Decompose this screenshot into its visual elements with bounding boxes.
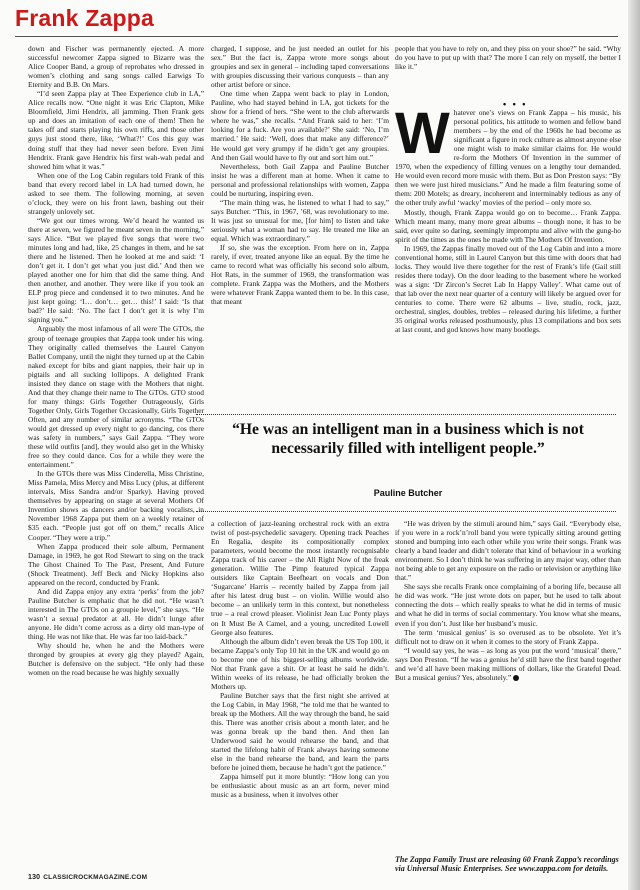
pull-quote-rule-top (196, 414, 616, 415)
drop-cap: W (395, 101, 450, 166)
paragraph: “I’d seen Zappa play at Thee Experience club in LA,” Alice recalls now. “One night it was Eric Clapton, Mike Bloomfield, Jimi Hendrix, all jamming. Then Frank gets up and does an imitation of each one of them! Then he takes off and starts playing his own riffs, and those other guys just stood there, like, ‘What?!’ Cos this guy was doing stuff that they had never seen before. Even Jimi Hendrix. Frank gave Hendrix his first wah-wah pedal and showed him what it was.” (28, 89, 204, 171)
paragraph: In the GTOs there was Miss Cinderella, Miss Christine, Miss Pamela, Miss Mercy and Miss Lucy (plus, at different intervals, Miss Sandra and/or Sparky). Having proved themselves by appearing on stage at several Mothers Of Invention shows as dancers and/or backing vocalists, in November 1968 Zappa put them on a weekly retainer of $35 each. “People just got off on them,” recalls Alice Cooper. “They were a trip.” (28, 469, 204, 542)
page-footer (28, 874, 147, 881)
column-3-bottom (395, 519, 621, 682)
section-break-dots: • • • (503, 99, 528, 109)
paragraph: When Zappa produced their sole album, Permanent Damage, in 1969, he got Rod Stewart to sing on the track The Ghost Chained To The Past, Present, And Future (Shock Treatment). Jeff Beck and Nicky Hopkins also appeared on the record, conducted by Frank. (28, 541, 204, 587)
footer-site: CLASSICROCKMAGAZINE.COM (43, 874, 148, 881)
paragraph: She says she recalls Frank once complaining of a boring life, because all he did was work. “He just wrote dots on paper, but he used to talk about connecting the dots – which really speaks to what he did in terms of music and what he did in terms of social commentary. You know what she means, even if you don’t. Just like her husband’s music. (395, 582, 621, 628)
title-divider (15, 36, 618, 37)
paragraph: “He was driven by the stimuli around him,” says Gail. “Everybody else, if you were in a rock’n’roll band you were typically sitting around getting stoned and bumping into each other while you write their songs. Frank was clearly a band leader and didn’t tolerate that kind of behaviour in a working environment. So I don’t think he was suffering in any major way, other than not being able to get any exposure on the radio or television or anything like that.” (395, 519, 621, 583)
column-2-top (211, 44, 389, 306)
footnote: The Zappa Family Trust are releasing 60 Frank Zappa’s recordings via Universal Music Enterprises. See www.zappa.com for details. (395, 855, 619, 874)
paragraph: a collection of jazz-leaning orchestral rock with an extra twist of post-psychedelic savagery. Opening track Peaches En Regalia, despite its compositionally complex parameters, would become the most instantly recognisable Zappa track of his career – the All Right Now of the freak generation. Willie The Pimp featured typical Zappa outsiders like Captain Beefheart on vocals and Don ‘Sugarcane’ Harris – recently bailed by Zappa from jail after his latest drug bust – on violin. Willie would also become – an unlikely term in this context, but nonetheless true – a real crowd pleaser. Violinist Jean Luc Ponty plays on It Must Be A Camel, and a young, uncredited Lowell George also features. (211, 519, 389, 637)
paragraph: Zappa himself put it more bluntly: “How long can you be enthusiastic about music as an art form, never mind music as a business, when it involves other (211, 772, 389, 800)
paragraph: One time when Zappa went back to play in London, Pauline, who had stayed behind in LA, got tickets for the show for a friend of hers. “She went to the club afterwards where he was,” she recalls. “And Frank said to her: ‘I’m looking for a fuck. Are you available?’ She said: ‘No, I’m married.’ He said: ‘Well, does that make any difference?’ He would get very grumpy if he didn’t get any groupies. And then Gail would have to fly out and sort him out.” (211, 89, 389, 162)
end-mark-icon (513, 675, 519, 681)
paragraph: charged, I suppose, and he just needed an outlet for his sex.” But the fact is, Zappa wrote more songs about groupies and sex in general – including taped conversations with groupies discussing their various conquests – than any other artist before or since. (211, 44, 389, 90)
paragraph: Why should he, when he and the Mothers were thronged by groupies at every gig they played? Again, Butcher is defensive on the subject. “He only had these women on the road because he was highly sexually (28, 641, 204, 678)
column-3-main (395, 101, 621, 335)
paragraph: Pauline Butcher says that the first night she arrived at the Log Cabin, in May 1968, “he told me that he wanted to break up the Mothers. All the way through the band, he said this. There was another crisis about a month later, and he was gonna break up the band then. And then Ian Underwood said he would rehearse the band, and that started the lifelong habit of Frank always having someone else in the band rehearse the band, and learn the parts before he joined them, because he hadn’t got the patience.” (211, 690, 389, 773)
paragraph (395, 101, 621, 208)
pull-quote: “He was an intelligent man in a business which is not necessarily filled with intelligent people.” (232, 421, 584, 457)
paragraph (395, 646, 621, 682)
paragraph: If so, she was the exception. From here on in, Zappa rarely, if ever, treated anyone like an equal. By the time he came to record what was officially his second solo album, Hot Rats, in the summer of 1969, the transformation was complete. Frank Zappa was the Mothers, and the Mothers were whatever Frank Zappa wanted them to be. In this case, that meant (211, 243, 389, 307)
page-edge-shadow (628, 0, 640, 890)
paragraph: “The main thing was, he listened to what I had to say,” says Butcher. “This, in 1967, ’68, was revolutionary to me. It was just so unusual for me, [for him] to listen and take seriously what a woman had to say. He treated me like an equal. Which was extraordinary.” (211, 197, 389, 243)
paragraph: “We got our times wrong. We’d heard he wanted us there at seven, we figured he meant seven in the morning,” says Alice. “But we played five songs that were two minutes long and had, like, 25 changes in them, and he sat there and he listened. Then he looked at me and said: ‘I don’t get it. I don’t get what you just did.’ And then we played another one for him that did the same thing. And then another, and another. They were like if you took an ELP prog piece and condensed it to two minutes. And he just kept going: ‘I… don’t… get… this!’ I said: ‘Is that bad?’ He said: ‘No. The fact I don’t get it is why I’m signing you.” (28, 215, 204, 325)
paragraph: The term ‘musical genius’ is so overused as to be obsolete. Yet it’s difficult not to draw on it when it comes to the story of Frank Zappa. (395, 627, 621, 646)
paragraph: Nevertheless, both Gail Zappa and Pauline Butcher insist he was a different man at home. When it came to personal and professional relationships with women, Zappa could be nurturing, inspiring even. (211, 161, 389, 198)
paragraph: And did Zappa enjoy any extra ‘perks’ from the job? Pauline Butcher is emphatic that he did not. “He wasn’t interested in The GTOs on a groupie level,” she says. “He wasn’t a sexual predator at all. He didn’t lunge after anyone. He didn’t come across as a dirty old man-type of thing. He was not like that. He was far too laid-back.” (28, 586, 204, 642)
paragraph: In 1969, the Zappas finally moved out of the Log Cabin and into a more conventional home, still in Laurel Canyon but this time with doors that had locks. They would live there together for the rest of Frank’s life (Gail still resides there today). On the door leading to the basement where he worked was a sign: ‘Dr Zircon’s Secret Lab In Happy Valley’. What came out of that lab over the next near quarter of a century will likely be argued over for centuries to come. There were 62 albums – live, studio, rock, jazz, orchestral, singles, doubles, trebles – released during his lifetime, a further 35 original works released posthumously, plus 13 compilations and box sets at last count, and god knows how many bootlegs. (395, 243, 621, 335)
closing-paragraph-text: “I would say yes, he was – as long as you put the word ‘musical’ there,” says Don Preston. “If he was a genius he’d still have the first band together and we’d all have been making millions of dollars, like the Grateful Dead. But a musical genius? Yes, absolutely.” (395, 645, 621, 682)
column-3-top (395, 44, 621, 71)
pull-quote-rule-bottom (196, 511, 616, 512)
pull-quote-attribution: Pauline Butcher (373, 488, 443, 498)
page-number: 130 (28, 874, 41, 881)
column-2-bottom (211, 519, 389, 799)
drop-cap-text: hatever one’s views on Frank Zappa – his music, his personal politics, his attitude to women and fellow band members – by the end of the 1960s he had become as significant a figure in rock culture as almost anyone else one might wish to make similar claims for. He would re-form the Mothers Of Invention in the summer of 1970, when the expediency of filling venues on a lengthy tour demanded. He would even record more music with them. But as Don Preston says: “By then we were just hired musicians.” And he made a film featuring some of them: 200 Motels; as dreary, incoherent and interminably tedious as any of the other truly awful ‘wacky’ movies of the period – only more so. (395, 108, 621, 208)
paragraph: When one of the Log Cabin regulars told Frank of this band that every record label in LA had turned down, he asked to see them. The following morning, at seven o’clock, they were on his front lawn, bashing out their strangely unlovely set. (28, 170, 204, 216)
paragraph: down and Fischer was permanently ejected. A more successful newcomer Zappa signed to Bizarre was the Alice Cooper Band, a group of reprobates who dressed in women’s clothing and sang songs called Earwigs To Eternity and B.B. On Mars. (28, 44, 204, 90)
paragraph: people that you have to rely on, and they piss on your shoe?” he said. “Why do you have to put up with that? The more I can rely on myself, the better I like it.” (395, 44, 621, 72)
paragraph: Arguably the most infamous of all were The GTOs, the group of teenage groupies that Zappa took under his wing. They originally called themselves the Laurel Canyon Ballet Company, until the night they turned up at the Cabin naked except for bibs and giant nappies, their hair up in pigtails and all sucking lollipops. A delighted Frank insisted they dance on stage with the Mothers that night. And that they change their name to The GTOs. GTO stood for many things: Girls Together Outrageously, Girls Together Only, Girls Together Occasionally, Girls Together Often, and any number of similar acronyms. “The GTOs would get dressed up every night to go dancing, cos there was safety in numbers,” says Gail Zappa. “They wore these wild outfits [and], they would also get in the Whisky free so they could dance. Cos for a while they were the entertainment.” (28, 324, 204, 470)
column-1 (28, 44, 204, 677)
page-title: Frank Zappa (15, 5, 154, 31)
paragraph: Mostly, though, Frank Zappa would go on to become… Frank Zappa. Which meant many, many more great albums – though none, it has to be said, ever quite so daring, seemingly impromptu and alive with the gung-ho spirit of the times as the ones he made with The Mothers Of Invention. (395, 207, 621, 244)
paragraph: Although the album didn’t even break the US Top 100, it became Zappa’s only Top 10 hit in the UK and would go on to become one of his biggest-selling albums worldwide. Not that Frank gave a shit. Or at least he said he didn’t. Within weeks of its release, he had officially broken the Mothers up. (211, 636, 389, 691)
